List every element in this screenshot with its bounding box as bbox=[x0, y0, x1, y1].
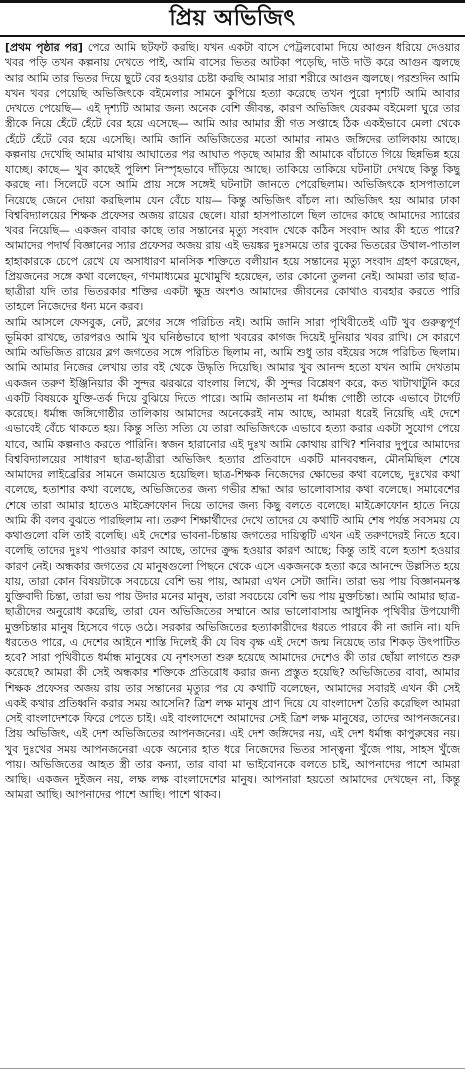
article-title: প্রিয় অভিজিৎ bbox=[169, 6, 296, 31]
page-continuation-label: [প্রথম পৃষ্ঠার পর] bbox=[5, 41, 83, 54]
article-body bbox=[5, 40, 460, 1066]
top-rule bbox=[0, 0, 465, 3]
paragraph-text: পেরে আমি ছটফট করছি। যখন একটা বাসে পেট্রলবোমা দিয়ে আগুন ধরিয়ে দেওয়ার খবর পড়ি তখন কল্পনায় দেখতে পাই, আমি বাসের ভিতর আটকা পড়েছি, দাউ দাউ করে আগুন জ্বলছে আর আমি তার ভিতর দিয়ে ছুটে বের হওয়ার চেষ্টা করছি আমার সারা শরীরে আগুন জ্বলছে। পরশুদিন আমি যখন খবর পেয়েছি অভিজিৎকে বইমেলার সামনে কুপিয়ে হত্যা করেছে তখন পুরো দৃশ্যটি আমি আবার দেখতে পেয়েছি— এই দৃশ্যটি আমার জন্য অনেক বেশি জীবন্ত, কারণ অভিজিৎ যেরকম বইমেলা ঘুরে তার স্ত্রীকে নিয়ে হেঁটে হেঁটে বের হয়ে এসেছে— আমি আর আমার স্ত্রী গত সপ্তাহে ঠিক একইভাবে মেলা থেকে হেঁটে হেঁটে বের হয়ে এসেছি। আমি জানি অভিজিতের মতো আমার নামও জঙ্গিদের তালিকায় আছে। কল্পনায় দেখেছি আমার মাথায় আঘাতের পর আঘাত পড়ছে আমার স্ত্রী আমাকে বাঁচাতে গিয়ে ছিন্নভিন্ন হয়ে যাচ্ছে। কাছে— খুব কাছেই পুলিশ নিস্পৃহভাবে দাঁড়িয়ে আছে। তাকিয়ে তাকিয়ে ঘটনাটা দেখছে কিন্তু কিছু করছে না। সিলেটে বসে আমি প্রায় সঙ্গে সঙ্গেই ঘটনাটা জানতে পেরেছিলাম। অভিজিৎকে হাসপাতালে নিয়েছে জেনে দোয়া করছিলাম যেন বেঁচে যায়— কিন্তু অভিজিৎ বাঁচল না। অভিজিৎ হয় আমার ঢাকা বিশ্ববিদ্যালয়ের শিক্ষক প্রফেসর অজয় রায়ের ছেলে। যারা হাসপাতালে ছিল তাদের কাছে আমাদের স্যারের খবর নিয়েছি— একজন বাবার কাছে তার সন্তানের মৃত্যু সংবাদ থেকে কঠিন সংবাদ আর কী হতে পারে? আমাদের পদার্থ বিজ্ঞানের স্যার প্রফেসর অজয় রায় এই ভয়ঙ্কর দুঃসময়ে তার বুকের ভিতরের উথাল-পাতাল হাহাকারকে চেপে রেখে যে অসাধারণ মানসিক শক্তিতে বলীয়ান হয়ে সন্তানের মৃত্যু সংবাদ গ্রহণ করেছেন, প্রিয়জনের সঙ্গে কথা বলেছেন, গণমাধ্যমের মুখোমুখি হয়েছেন, তার কোনো তুলনা নেই। আমরা তার ছাত্র-ছাত্রীরা যদি তার ভিতরকার শক্তির একটা ক্ষুদ্র অংশও আমাদের জীবনের কোথাও ব্যবহার করতে পারি তাহলে নিজেদের ধন্য মনে করব। bbox=[5, 41, 460, 314]
paragraph-text: আমি আসলে ফেসবুক, নেট, ব্লগের সঙ্গে পরিচিত নই। আমি জানি সারা পৃথিবীতেই এটি খুব গুরুত্বপূর্ণ ভূমিকা রাখছে, তারপরও আমি খুব ঘনিষ্ঠভাবে ছাপা খবরের কাগজ দিয়েই দুনিয়ার খবর রাখি। সে কারণে আমি অভিজিত রায়ের ব্লগ জগতের সঙ্গে পরিচিত ছিলাম না, আমি শুধু তার বইয়ের সঙ্গে পরিচিত ছিলাম। আমি আমার নিজের লেখায় তার বই থেকে উদ্ধৃতি দিয়েছি। আমার খুব আনন্দ হতো যখন আমি দেখতাম একজন তরুণ ইঞ্জিনিয়ার কী সুন্দর ঝরঝরে বাংলায় লিখে, কী সুন্দর বিশ্লেষণ করে, কত খাটাখাটুনি করে একটি বিষয়কে যুক্তি-তর্ক দিয়ে বুঝিয়ে দিতে পারে। আমি জানতাম না ধর্মান্ধ গোষ্ঠী তাকে এভাবে টার্গেট করেছে। ধর্মান্ধ জঙ্গিগোষ্ঠীর তালিকায় আমাদের অনেকেরই নাম আছে, আমরা ধরেই নিয়েছি এই দেশে এভাবেই বেঁচে থাকতে হয়। কিন্তু সত্যি সত্যি যে তারা অভিজিৎকে এভাবে হত্যা করার একটা সুযোগ পেয়ে যাবে, আমি কল্পনাও করতে পারিনি। স্বজন হারানোর এই দুঃখ আমি কোথায় রাখি? শনিবার দুপুরে আমাদের বিশ্ববিদ্যালয়ের সাধারণ ছাত্র-ছাত্রীরা অভিজিৎ হত্যার প্রতিবাদে একটি মানববন্ধন, মৌনমিছিল শেষে আমাদের লাইব্রেরির সামনে জমায়েত হয়েছিল। ছাত্র-শিক্ষক নিজেদের ক্ষোভের কথা বলেছে, দুঃখের কথা বলেছে, হতাশার কথা বলেছে, অভিজিতের জন্য গভীর শ্রদ্ধা আর ভালোবাসার কথা বলেছে। সমাবেশের শেষে তারা আমার হাতেও মাইক্রোফোন দিয়ে তাদের জন্য কিছু বলতে বলেছে। মাইক্রোফোন হাতে নিয়ে আমি কী বলব বুঝতে পারছিলাম না। তরুণ শিক্ষার্থীদের দেখে তাদের যে কথাটি আমি শেষ পর্যন্ত সবসময় যে কথাগুলো বলি তাই বলেছি। এই দেশের ভাবনা-চিন্তায় জগতের দায়িত্বটি এখন এই তরুণদেরই নিতে হবে। বলেছি তাদের দুঃখ পাওয়ার কারণ আছে, তাদের ক্রুদ্ধ হওয়ার কারণ আছে; কিন্তু তাই বলে হতাশ হওয়ার কারণ নেই। অন্ধকার জগতের যে মানুষগুলো পিছনে থেকে এসে একজনকে হত্যা করে আনন্দে উল্লসিত হয়ে যায়, তারা কোন বিষয়টাকে সবচেয়ে বেশি ভয় পায়, আমরা এখন সেটা জানি। তারা ভয় পায় বিজ্ঞানমনস্ক যুক্তিবাদী চিন্তা, তারা ভয় পায় উদার মনের মানুষ, তারা সবচেয়ে বেশি ভয় পায় মুক্তচিন্তা। আমি আমার ছাত্র-ছাত্রীদের অনুরোধ করেছি, তারা যেন অভিজিতের সম্মানে আর ভালোবাসায় আধুনিক পৃথিবীর উপযোগী মুক্তচিন্তার মানুষ হিসেবে গড়ে ওঠে। সরকার অভিজিতের হত্যাকারীদের ধরতে পারবে কী না জানি না। যদি ধরতেও পারে, এ দেশের আইনে শাস্তি দিলেই কী যে বিষ বৃক্ষ এই দেশে জন্ম নিয়েছে তার শিকড় উৎপাটিত হবে? সারা পৃথিবীতে ধর্মান্ধ মানুষের যে নৃশংসতা শুরু হয়েছে আমাদের দেশেও কী তার ছোঁয়া লাগতে শুরু করেছে? আমরা কী সেই অন্ধকার শক্তিকে প্রতিরোধ করার জন্য প্রস্তুত হয়েছি? অভিজিতের বাবা, আমার শিক্ষক প্রফেসর অজয় রায় তার সন্তানের মৃত্যুর পর যে কথাটি বলেছেন, আমাদের সবারই এখন কী সেই একই কথার প্রতিধ্বনি করার সময় আসেনি? ত্রিশ লক্ষ মানুষ প্রাণ দিয়ে যে বাংলাদেশ তৈরি করেছিল আমরা সেই বাংলাদেশকে ফিরে পেতে চাই। এই বাংলাদেশে আমাদের সেই ত্রিশ লক্ষ মানুষের, তাদের আপনজনের। প্রিয় অভিজিৎ, এই দেশ অভিজিতের আপনজনের। এই দেশ জঙ্গিদের নয়, এই দেশ ধর্মান্ধ কাপুরুষের নয়। খুব দুঃখের সময় আপনজনেরা একে অন্যের হাত ধরে নিজেদের ভিতর সান্ত্বনা খুঁজে পায়, সাহস খুঁজে পায়। অভিজিতের আহত স্ত্রী তার কন্যা, তার বাবা মা ভাইবোনকে বলতে চাই, আপনাদের পাশে আমরা আছি। একজন দুইজন নয়, লক্ষ লক্ষ বাংলাদেশের মানুষ। আপনারা হয়তো আমাদের দেখছেন না, কিন্তু আমরা আছি। আপনাদের পাশে আছি। পাশে থাকব। bbox=[5, 315, 460, 802]
article-paragraph bbox=[5, 40, 460, 315]
title-rule bbox=[0, 35, 465, 37]
article-paragraph bbox=[5, 315, 460, 803]
bottom-rule bbox=[0, 1068, 465, 1069]
